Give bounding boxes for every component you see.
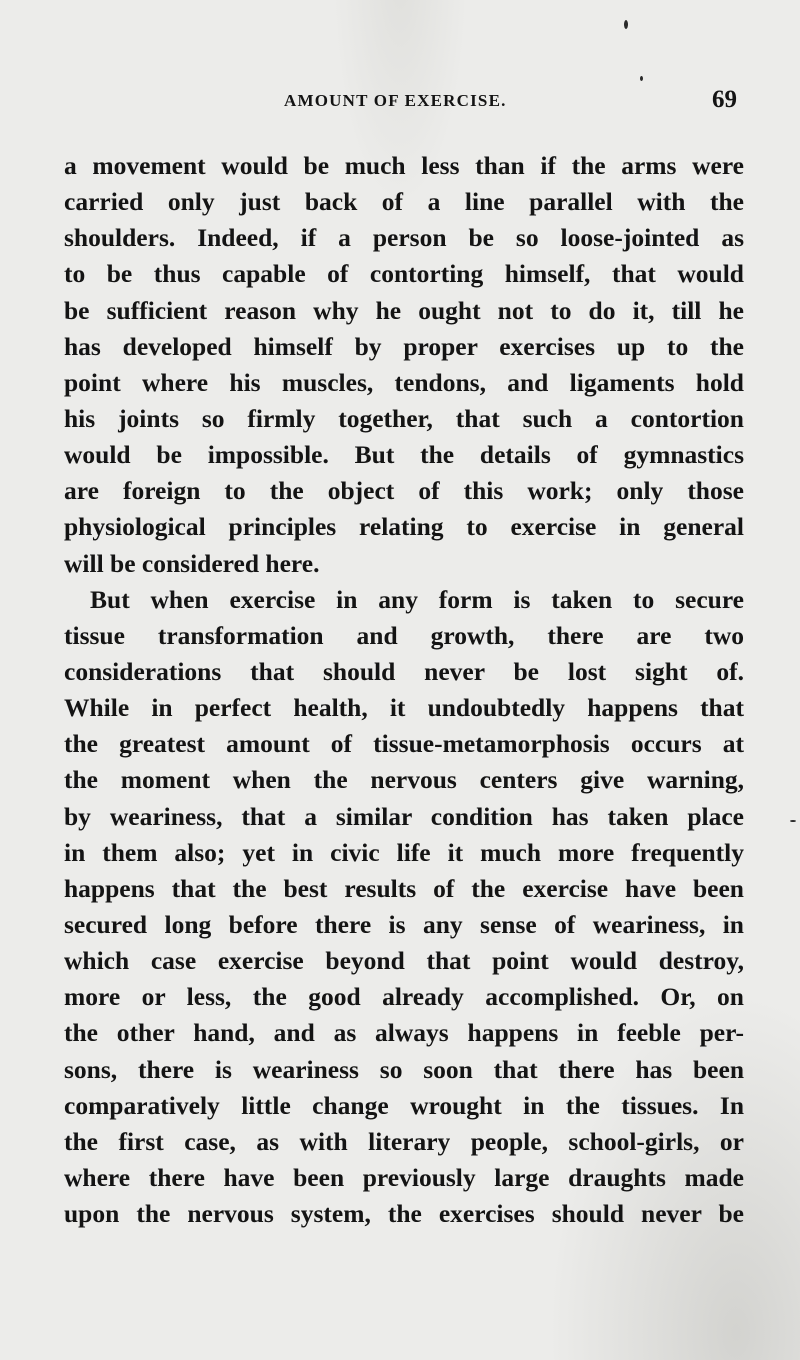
ink-speck: [624, 20, 628, 29]
body-text: [64, 148, 744, 1232]
text-line: secured long before there is any sense of weariness, in: [64, 909, 744, 939]
paragraph-end-line: will be considered here.: [64, 548, 320, 578]
text-line: considerations that should never be lost sight of.: [64, 656, 744, 686]
text-line: happens that the best results of the exercise have been: [64, 873, 744, 903]
text-line: where there have been previously large draughts made: [64, 1162, 744, 1192]
text-line: upon the nervous system, the exercises should never be: [64, 1199, 744, 1229]
text-line: which case exercise beyond that point would destroy,: [64, 946, 744, 976]
text-line: tissue transformation and growth, there are two: [64, 620, 744, 650]
text-line: are foreign to the object of this work; only those: [64, 476, 744, 506]
text-line: comparatively little change wrought in the tissues. In: [64, 1090, 744, 1120]
text-line: the moment when the nervous centers give warning,: [64, 765, 744, 795]
text-line: sons, there is weariness so soon that there has been: [64, 1054, 744, 1084]
ink-speck: [640, 76, 643, 81]
text-line: be sufficient reason why he ought not to do it, till he: [64, 295, 744, 325]
text-line: more or less, the good already accomplished. Or, on: [64, 982, 744, 1012]
text-line: point where his muscles, tendons, and ligaments hold: [64, 367, 744, 397]
text-line: carried only just back of a line parallel with the: [64, 187, 744, 217]
page-number: 69: [712, 86, 737, 113]
text-line: a movement would be much less than if the arms were: [64, 151, 744, 180]
text-line: While in perfect health, it undoubtedly happens that: [64, 693, 744, 723]
text-line: the greatest amount of tissue-metamorphosis occurs at: [64, 729, 744, 759]
text-line: in them also; yet in civic life it much more frequently: [64, 837, 744, 867]
text-line: by weariness, that a similar condition has taken place: [64, 801, 744, 831]
text-line: the other hand, and as always happens in feeble per-: [64, 1018, 744, 1048]
text-line: has developed himself by proper exercises up to the: [64, 331, 744, 361]
running-head: [0, 88, 800, 118]
text-line: shoulders. Indeed, if a person be so loose-jointed as: [64, 223, 744, 253]
paragraph-start-line: But when exercise in any form is taken to secure: [90, 584, 744, 614]
running-head-title: AMOUNT OF EXERCISE.: [284, 91, 507, 110]
ink-speck: [790, 820, 796, 822]
text-line: to be thus capable of contorting himself, that would: [64, 259, 744, 289]
text-line: would be impossible. But the details of gymnastics: [64, 440, 744, 470]
text-line: physiological principles relating to exercise in general: [64, 512, 744, 542]
text-line: his joints so firmly together, that such a contortion: [64, 403, 744, 433]
text-line: the first case, as with literary people, school-girls, or: [64, 1126, 744, 1156]
